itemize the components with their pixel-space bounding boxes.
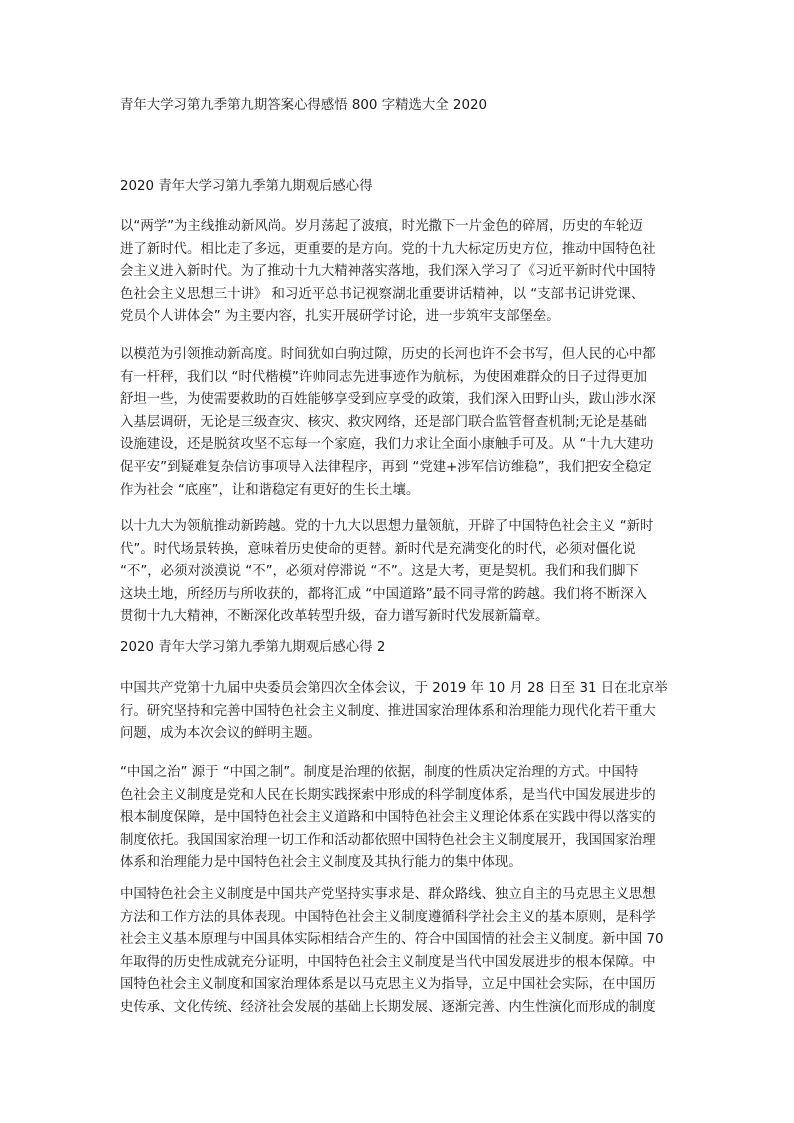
text-line: 中国特色社会主义制度是中国共产党坚持实事求是、群众路线、独立自主的马克思主义思想 <box>120 887 656 902</box>
section-1-paragraph-1 <box>120 216 680 329</box>
text-line: 方法和工作方法的具体表现。中国特色社会主义制度遵循科学社会主义的基本原则，是科学 <box>120 909 656 925</box>
text-line: 问题，成为本次会议的鲜明主题。 <box>120 726 321 742</box>
text-line: 入基层调研，无论是三级查灾、核灾、救灾网络，还是部门联合监管督查机制;无论是基础 <box>120 414 647 430</box>
text-line: “中国之治” 源于 “中国之制”。制度是治理的依据，制度的性质决定治理的方式。中国特 <box>120 765 639 780</box>
text-line: 中国共产党第十九届中央委员会第四次全体会议，于 2019 年 10 月 28 日至 31 日在北京举 <box>120 681 668 696</box>
text-line: 这块土地，所经历与所收获的，都将汇成 “中国道路”最不同寻常的跨越。我们将不断深入 <box>120 586 647 602</box>
text-line: 年取得的历史性成就充分证明，中国特色社会主义制度是当代中国发展进步的根本保障。中 <box>120 954 656 970</box>
text-line: 色社会主义思想三十讲》 和习近平总书记视察湖北重要讲话精神，以 “支部书记讲党课、 <box>120 286 645 302</box>
text-line: 进了新时代。相比走了多远，更重要的是方向。党的十九大标定历史方位，推动中国特色社 <box>120 241 656 257</box>
text-line: 行。研究坚持和完善中国特色社会主义制度、推进国家治理体系和治理能力现代化若干重大 <box>120 703 656 719</box>
text-line: 体系和治理能力是中国特色社会主义制度及其执行能力的集中体现。 <box>120 855 522 871</box>
text-line: 以“两学”为主线推动新风尚。岁月荡起了波痕，时光撒下一片金色的碎屑，历史的车轮迈 <box>120 219 643 234</box>
text-line: 制度依托。我国国家治理一切工作和活动都依照中国特色社会主义制度展开，我国国家治理 <box>120 832 656 848</box>
text-line: 以十九大为领航推动新跨越。党的十九大以思想力量领航，开辟了中国特色社会主义 “新时 <box>120 519 654 534</box>
text-line: 贯彻十九大精神，不断深化改革转型升级，奋力谱写新时代发展新篇章。 <box>120 609 549 625</box>
text-line: 史传承、文化传统、经济社会发展的基础上长期发展、逐渐完善、内生性演化而形成的制度 <box>120 999 656 1015</box>
text-line: 代”。时代场景转换，意味着历史使命的更替。新时代是充满变化的时代，必须对僵化说 <box>120 541 636 557</box>
text-line: 有一杆秤，我们以 “时代楷模”许帅同志先进事迹作为航标，为使困难群众的日子过得更加 <box>120 369 647 385</box>
text-line: 舒坦一些，为使需要救助的百姓能够享受到应享受的政策，我们深入田野山头，跋山涉水深 <box>120 392 656 408</box>
text-line: “不”，必须对淡漠说 “不”，必须对停滞说 “不”。这是大考，更是契机。我们和我们脚下 <box>120 564 639 580</box>
text-line: 社会主义基本原理与中国具体实际相结合产生的、符合中国国情的社会主义制度。新中国 70 <box>120 932 664 948</box>
section-2-paragraph-2 <box>120 762 680 875</box>
text-line: 国特色社会主义制度和国家治理体系是以马克思主义为指导，立足中国社会实际，在中国历 <box>120 977 656 993</box>
section-1-paragraph-2 <box>120 344 680 502</box>
text-line: 会主义进入新时代。为了推动十九大精神落实落地，我们深入学习了《习近平新时代中国特 <box>120 264 656 280</box>
text-line: 促平安”到疑难复杂信访事项导入法律程序，再到 “党建+涉军信访维稳”，我们把安全稳定 <box>120 459 652 475</box>
text-line: 党员个人讲体会” 为主要内容，扎实开展研学讨论，进一步筑牢支部堡垒。 <box>120 309 560 325</box>
section-2-heading: 2020 青年大学习第九季第九期观后感心得 2 <box>120 640 386 655</box>
section-2-paragraph-1 <box>120 678 680 746</box>
text-line: 以模范为引领推动新高度。时间犹如白驹过隙，历史的长河也许不会书写，但人民的心中都 <box>120 347 656 362</box>
text-line: 根本制度保障，是中国特色社会主义道路和中国特色社会主义理论体系在实践中得以落实的 <box>120 810 656 826</box>
text-line: 作为社会 “底座”，让和谐稳定有更好的生长土壤。 <box>120 482 420 498</box>
section-1-paragraph-3 <box>120 516 680 629</box>
document-title: 青年大学习第九季第九期答案心得感悟 800 字精选大全 2020 <box>120 98 487 113</box>
section-2-paragraph-3 <box>120 884 680 1020</box>
section-1-heading: 2020 青年大学习第九季第九期观后感心得 <box>120 179 373 194</box>
text-line: 色社会主义制度是党和人民在长期实践探索中形成的科学制度体系，是当代中国发展进步的 <box>120 787 656 803</box>
text-line: 设施建设，还是脱贫攻坚不忘每一个家庭，我们力求让全面小康触手可及。从 “十九大建功 <box>120 437 654 453</box>
